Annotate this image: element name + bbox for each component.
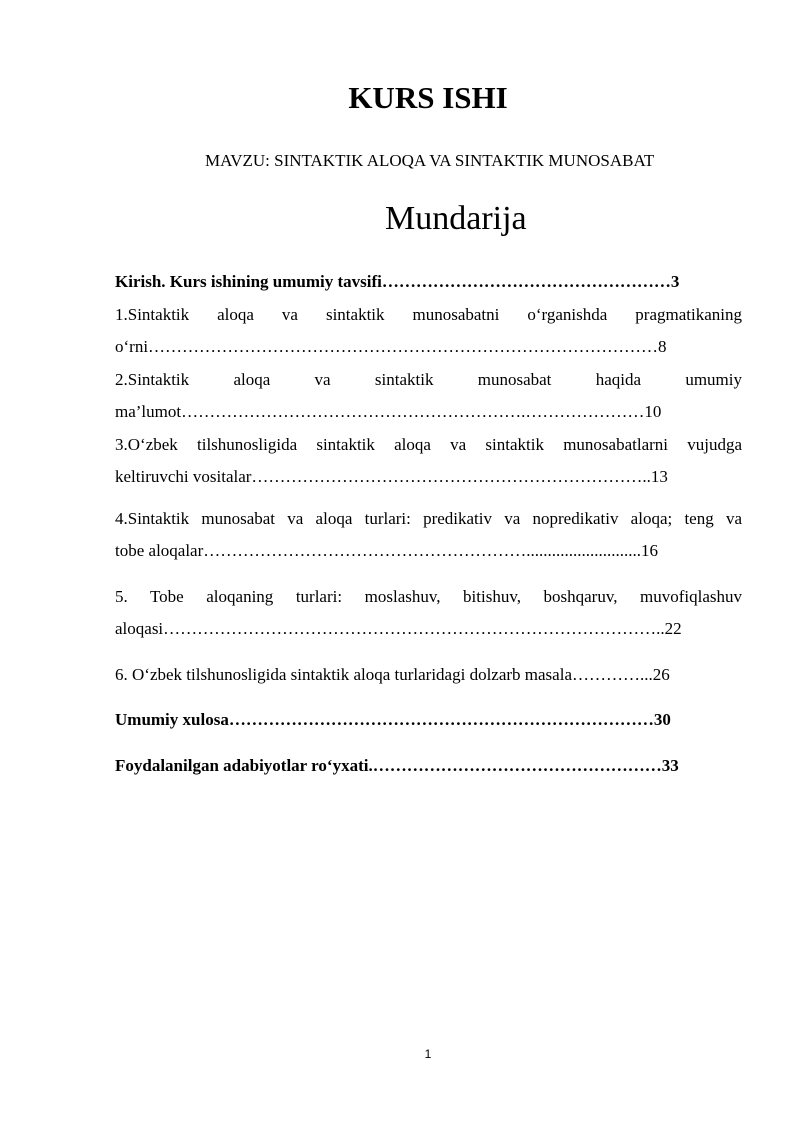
toc-entry-line: 3.O‘zbek tilshunosligida sintaktik aloqa va sintaktik munosabatlarni vujudga [115,434,742,454]
toc-entry-introduction [115,266,742,299]
toc-entry-line: 4.Sintaktik munosabat va aloqa turlari: predikativ va nopredikativ aloqa; teng va [115,508,742,528]
toc-entry-references [115,750,742,783]
toc-entry-text: Foydalanilgan adabiyotlar ro‘yxati.……………………………………………33 [115,755,679,775]
toc-entry-line: tobe aloqalar…………………………………………………...........................16 [115,541,659,560]
toc-entry-chapter-5 [115,581,742,646]
document-title: KURS ISHI [348,80,508,115]
toc-entry-chapter-3 [115,429,742,494]
toc-entry-line: ma’lumot…………………………………………………….…………………10 [115,402,662,421]
toc-entry-line: keltiruvchi vositalar……………………………………………………………..13 [115,467,668,486]
toc-entry-text: 6. O‘zbek tilshunosligida sintaktik aloqa turlaridagi dolzarb masala…………...26 [115,664,670,684]
toc-entry-text: Kirish. Kurs ishining umumiy tavsifi……………………………………………3 [115,272,680,291]
toc-entry-chapter-1 [115,299,742,364]
table-of-contents [115,266,742,782]
document-subtitle: MAVZU: SINTAKTIK ALOQA VA SINTAKTIK MUNOSABAT [205,151,655,170]
toc-entry-chapter-2 [115,364,742,429]
toc-entry-chapter-4 [115,503,742,568]
toc-entry-conclusion [115,704,742,737]
toc-entry-line: 2.Sintaktik aloqa va sintaktik munosabat haqida umumiy [115,369,742,389]
toc-entry-chapter-6 [115,659,742,692]
toc-entry-line: o‘rni………………………………………………………………………………8 [115,337,667,356]
toc-entry-text: Umumiy xulosa…………………………………………………………………30 [115,710,671,729]
toc-entry-line: 1.Sintaktik aloqa va sintaktik munosabatni o‘rganishda pragmatikaning [115,304,742,324]
page-number: 1 [424,1047,432,1061]
toc-entry-line: aloqasi……………………………………………………………………………..22 [115,619,682,638]
toc-entry-line: 5. Tobe aloqaning turlari: moslashuv, bitishuv, boshqaruv, muvofiqlashuv [115,586,742,606]
toc-heading: Mundarija [385,200,527,237]
